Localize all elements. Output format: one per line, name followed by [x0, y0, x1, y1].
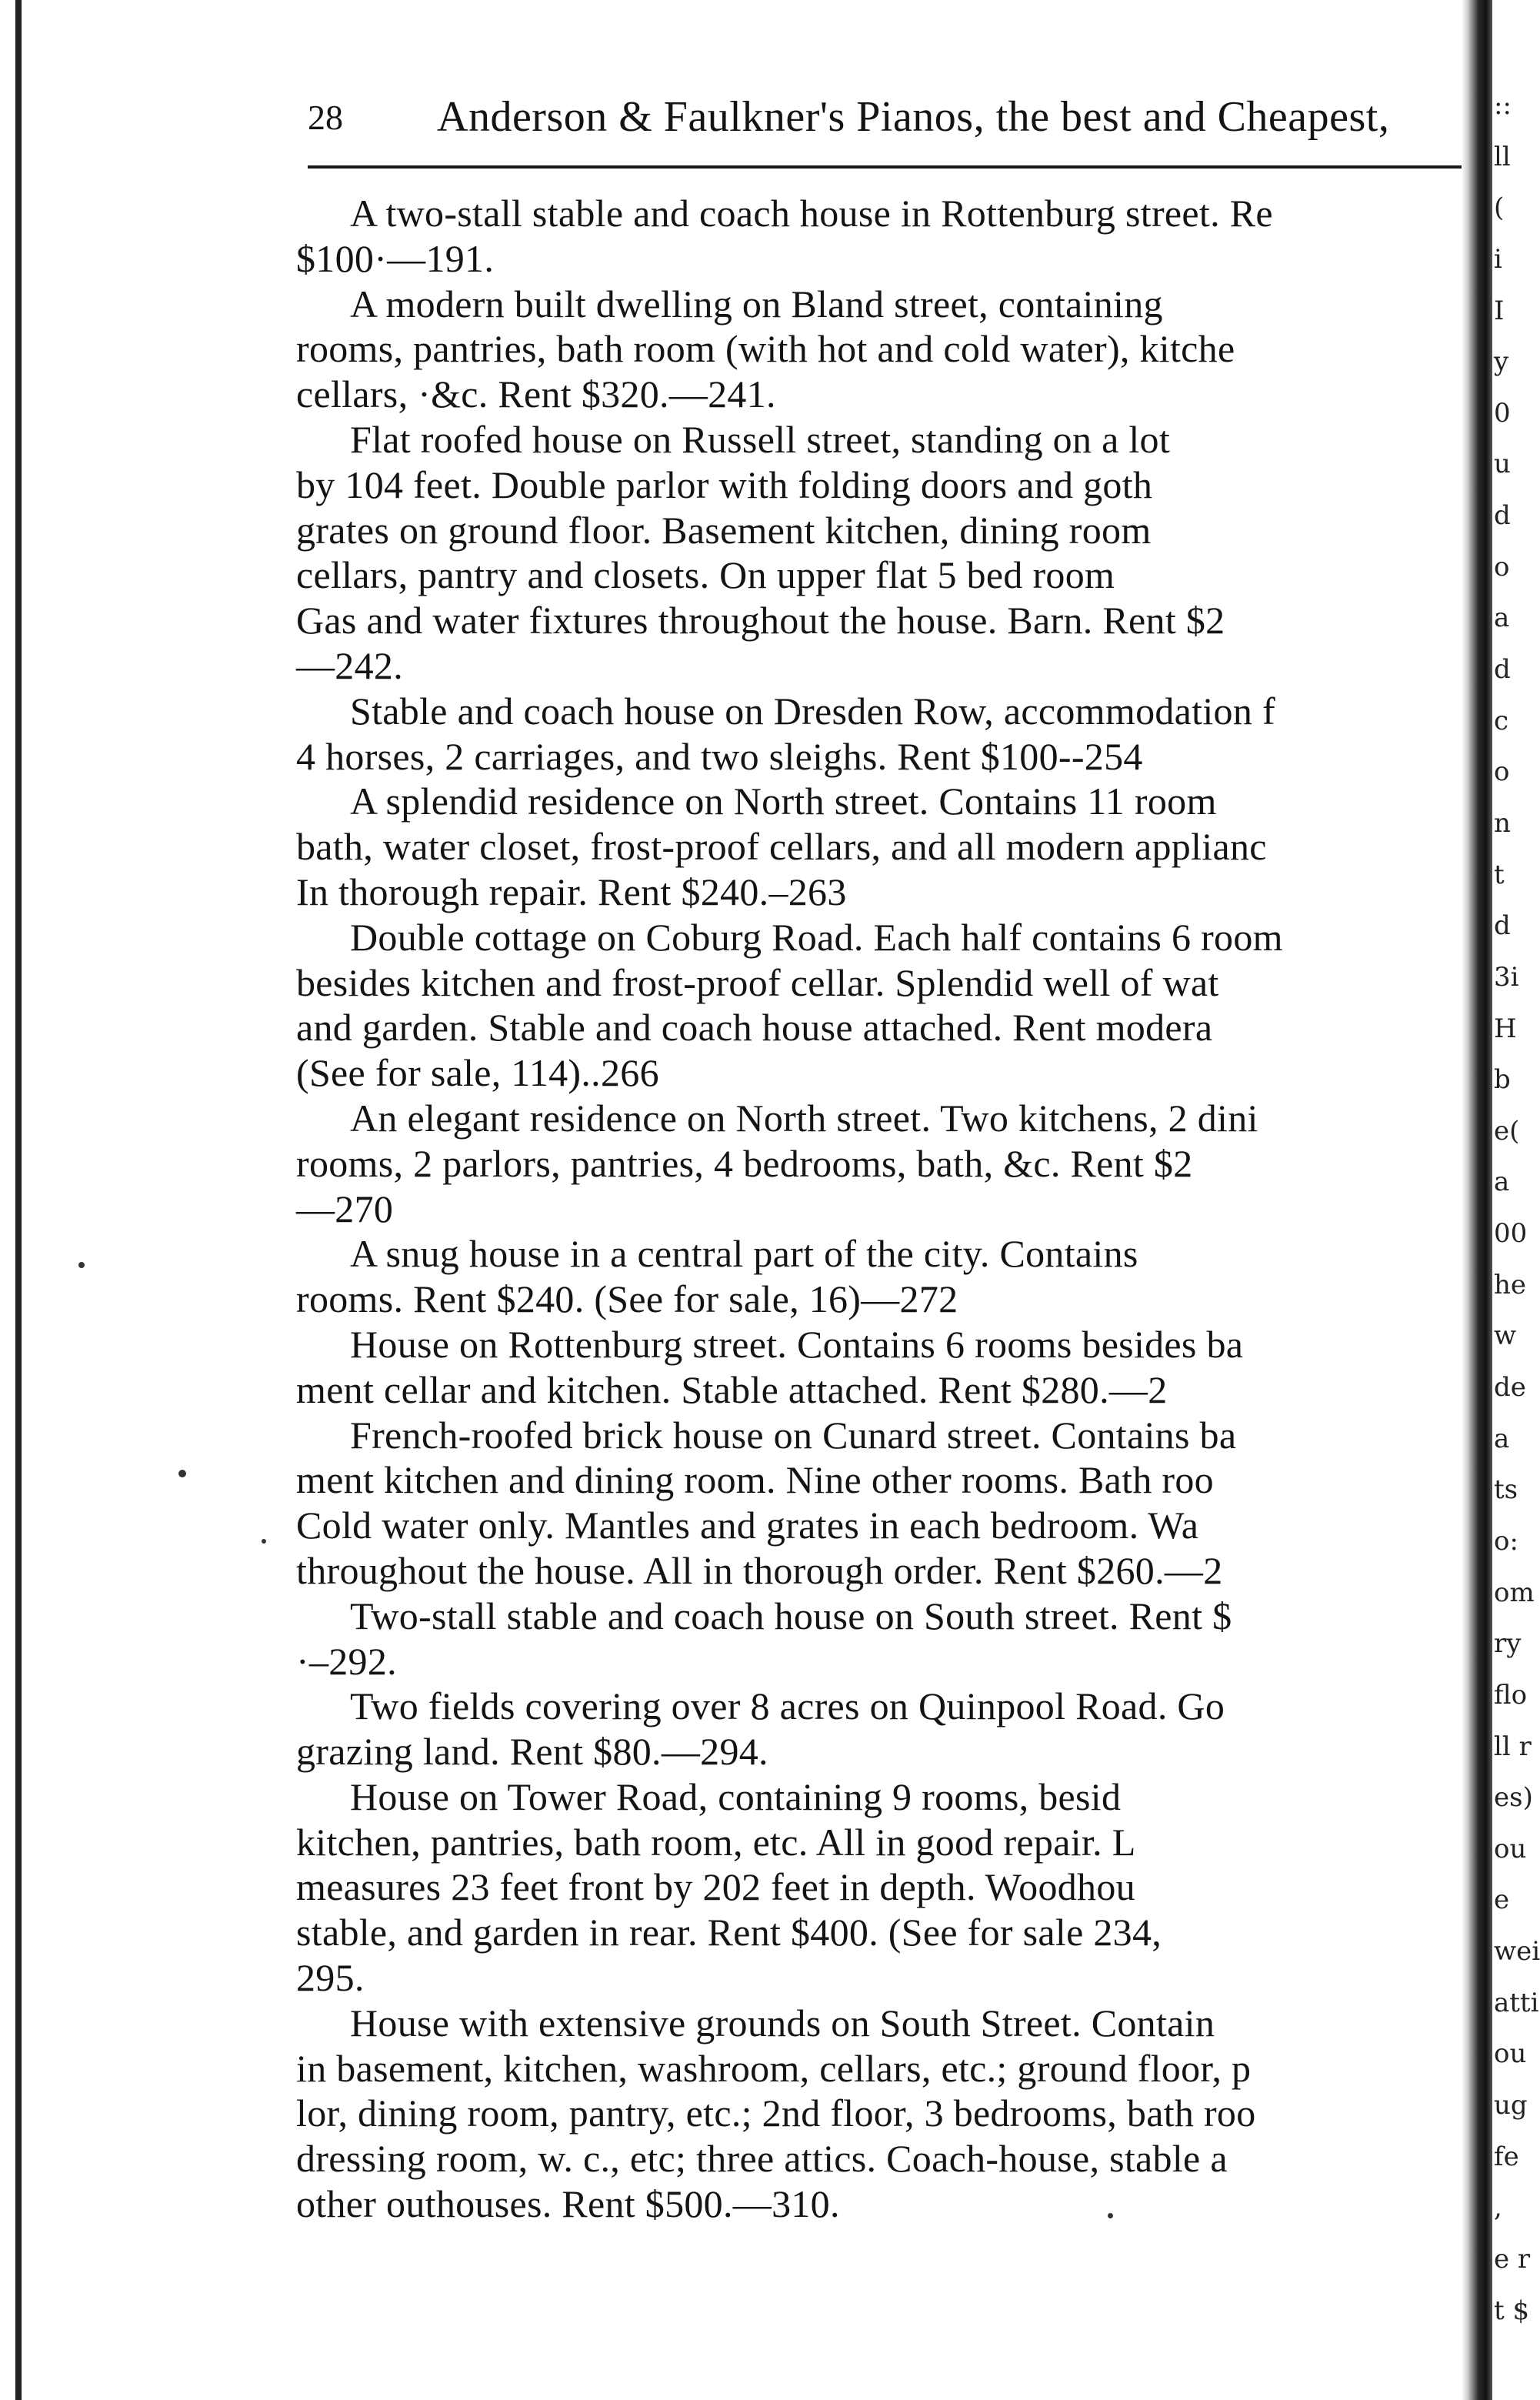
listing-line: ment cellar and kitchen. Stable attached. Rent $280.—2 [296, 1367, 1168, 1411]
bleed-fragment: d [1494, 500, 1511, 532]
listing-line: $100·—191. [296, 236, 495, 280]
listing-line: 4 horses, 2 carriages, and two sleighs. Rent $100--254 [296, 734, 1143, 778]
rental-listing [296, 2001, 1469, 2227]
listing-line: Double cottage on Coburg Road. Each half contains 6 room [350, 915, 1283, 959]
ink-speck [178, 1470, 186, 1477]
ink-speck [262, 1539, 266, 1544]
binding-edge [15, 0, 22, 2400]
bleed-fragment: a [1494, 1167, 1510, 1198]
bleed-fragment: ou [1494, 1833, 1527, 1864]
listing-line: dressing room, w. c., etc; three attics. Coach-house, stable a [296, 2137, 1228, 2181]
page-number: 28 [308, 98, 343, 137]
listing-line: ·–292. [296, 1639, 397, 1683]
bleed-fragment: c [1494, 705, 1509, 736]
ink-speck [1108, 2213, 1113, 2218]
bleed-fragment: e( [1494, 1115, 1520, 1147]
listing-line: measures 23 feet front by 202 feet in depth. Woodhou [296, 1865, 1135, 1909]
bleed-fragment: ts [1494, 1474, 1518, 1506]
listing-text [296, 191, 1469, 2227]
listing-line: by 104 feet. Double parlor with folding doors and goth [296, 462, 1153, 506]
bleed-fragment: ll r [1494, 1731, 1532, 1762]
bleed-fragment: om [1494, 1577, 1535, 1608]
rental-listing [296, 282, 1469, 417]
listing-line: grates on ground floor. Basement kitchen, dining room [296, 508, 1152, 552]
listing-line: kitchen, pantries, bath room, etc. All in good repair. L [296, 1820, 1136, 1864]
rental-listing [296, 1684, 1469, 1774]
bleed-fragment: o [1494, 756, 1510, 788]
listing-line: —270 [296, 1187, 394, 1230]
bleed-fragment: i [1494, 243, 1502, 275]
bleed-fragment: a [1494, 1423, 1510, 1454]
listing-line: cellars, ·&c. Rent $320.—241. [296, 372, 776, 416]
bleed-fragment: wei [1494, 1936, 1540, 1968]
rental-listing [296, 1413, 1469, 1594]
rental-listing [296, 1322, 1469, 1413]
rental-listing [296, 915, 1469, 1096]
rental-listing [296, 779, 1469, 914]
bleed-fragment: e [1494, 1884, 1510, 1916]
bleed-fragment: b [1494, 1064, 1511, 1096]
bleed-fragment: n [1494, 807, 1511, 839]
facing-page-bleed [1494, 90, 1540, 2326]
bleed-fragment: 0 [1494, 397, 1511, 429]
listing-line: rooms, pantries, bath room (with hot and cold water), kitche [296, 327, 1235, 371]
bleed-fragment: he [1494, 1269, 1527, 1300]
listing-line: other outhouses. Rent $500.—310. [296, 2182, 840, 2226]
bleed-fragment: u [1494, 449, 1511, 480]
listing-line: ment kitchen and dining room. Nine other rooms. Bath roo [296, 1458, 1214, 1502]
bleed-fragment: w [1494, 1320, 1517, 1352]
bleed-fragment: t $ [1494, 2295, 1530, 2326]
bleed-fragment: 00 [1494, 1218, 1528, 1250]
listing-line: Stable and coach house on Dresden Row, accommodation f [350, 689, 1275, 733]
bleed-fragment: flo [1494, 1679, 1528, 1711]
bleed-fragment: a [1494, 603, 1510, 634]
listing-line: House on Rottenburg street. Contains 6 rooms besides ba [350, 1322, 1244, 1366]
rental-listing [296, 417, 1469, 689]
rental-listing [296, 1231, 1469, 1322]
rental-listing [296, 1594, 1469, 1684]
listing-line: House on Tower Road, containing 9 rooms, besid [350, 1774, 1122, 1818]
rental-listing [296, 1774, 1469, 2001]
bleed-fragment: , [1494, 2192, 1502, 2224]
listing-line: rooms, 2 parlors, pantries, 4 bedrooms, bath, &c. Rent $2 [296, 1141, 1193, 1185]
listing-line: (See for sale, 114)..266 [296, 1051, 659, 1095]
bleed-fragment: 3i [1494, 961, 1519, 993]
bleed-fragment: o: [1494, 1525, 1518, 1557]
listing-line: Cold water only. Mantles and grates in each bedroom. Wa [296, 1504, 1199, 1547]
listing-line: House with extensive grounds on South Street. Contain [350, 2001, 1215, 2045]
listing-line: A modern built dwelling on Bland street, containing [350, 282, 1163, 325]
bleed-fragment: t [1494, 859, 1505, 890]
rental-listing [296, 1096, 1469, 1231]
listing-line: Flat roofed house on Russell street, standing on a lot [350, 417, 1171, 461]
bleed-fragment: d [1494, 910, 1511, 942]
listing-line: stable, and garden in rear. Rent $400. (See for sale 234, [296, 1911, 1162, 1954]
listing-line: cellars, pantry and closets. On upper flat 5 bed room [296, 553, 1115, 597]
bleed-fragment: ry [1494, 1628, 1522, 1660]
listing-line: throughout the house. All in thorough order. Rent $260.—2 [296, 1548, 1223, 1592]
listing-line: Two fields covering over 8 acres on Quinpool Road. Go [350, 1684, 1225, 1728]
bleed-fragment: I [1494, 295, 1505, 326]
rental-listing [296, 191, 1469, 282]
bleed-fragment: es) [1494, 1782, 1533, 1814]
bleed-fragment: y [1494, 346, 1509, 378]
bleed-fragment: ug [1494, 2089, 1528, 2121]
running-head [308, 92, 1462, 154]
ink-speck [78, 1262, 85, 1268]
listing-line: Two-stall stable and coach house on South street. Rent $ [350, 1594, 1232, 1637]
bleed-fragment: ( [1494, 192, 1505, 224]
listing-line: besides kitchen and frost-proof cellar. Splendid well of wat [296, 960, 1219, 1004]
bleed-fragment: o [1494, 551, 1510, 582]
rental-listing [296, 689, 1469, 779]
bleed-fragment: d [1494, 654, 1511, 686]
listing-line: Gas and water fixtures throughout the house. Barn. Rent $2 [296, 599, 1225, 643]
bleed-fragment: de [1494, 1372, 1526, 1404]
listing-line: 295. [296, 1956, 365, 2000]
listing-line: —242. [296, 643, 403, 687]
listing-line: French-roofed brick house on Cunard street. Contains ba [350, 1413, 1237, 1457]
listing-line: In thorough repair. Rent $240.–263 [296, 870, 847, 913]
header-rule [308, 165, 1462, 169]
listing-line: A snug house in a central part of the city. Contains [350, 1232, 1138, 1276]
listing-line: grazing land. Rent $80.—294. [296, 1730, 768, 1774]
listing-line: and garden. Stable and coach house attached. Rent modera [296, 1006, 1213, 1050]
bleed-fragment: atti [1494, 1987, 1539, 2018]
bleed-fragment: fe [1494, 2141, 1519, 2172]
bleed-fragment: ll [1494, 141, 1511, 172]
running-head-title: Anderson & Faulkner's Pianos, the best and Cheapest, [437, 93, 1390, 141]
listing-line: in basement, kitchen, washroom, cellars, etc.; ground floor, p [296, 2046, 1252, 2090]
bleed-fragment: :: [1494, 90, 1512, 121]
listing-line: An elegant residence on North street. Two kitchens, 2 dini [350, 1096, 1258, 1140]
listing-line: bath, water closet, frost-proof cellars, and all modern applianc [296, 825, 1267, 869]
bleed-fragment: H [1494, 1013, 1517, 1044]
listing-line: lor, dining room, pantry, etc.; 2nd floor, 3 bedrooms, bath roo [296, 2091, 1256, 2135]
listing-line: A splendid residence on North street. Contains 11 room [350, 779, 1217, 823]
bleed-fragment: ou [1494, 2038, 1527, 2070]
bleed-fragment: e r [1494, 2243, 1531, 2275]
listing-line: rooms. Rent $240. (See for sale, 16)—272 [296, 1277, 958, 1321]
listing-line: A two-stall stable and coach house in Rottenburg street. Re [350, 192, 1273, 235]
